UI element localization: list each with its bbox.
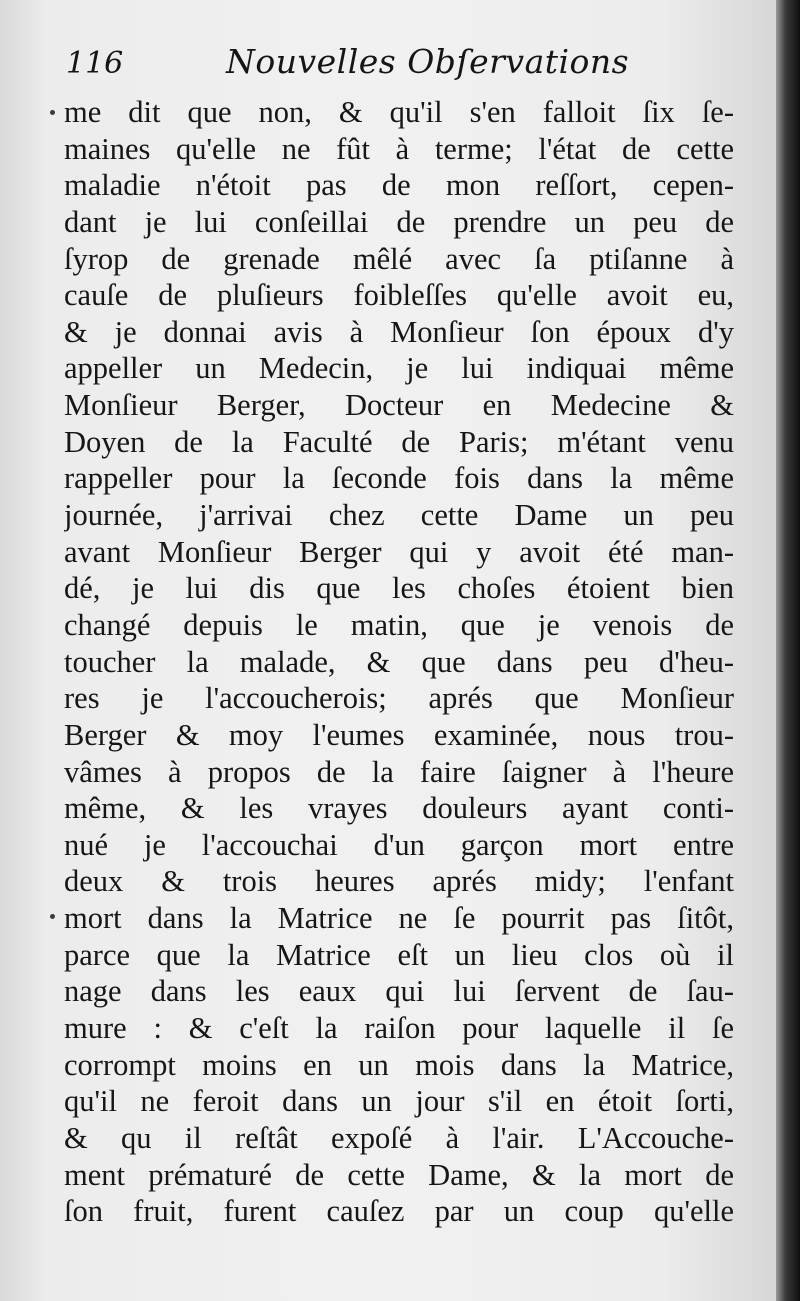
page-number: 116 [66,46,124,81]
text-line: changé depuis le matin, que je venois de [64,607,734,642]
text-line: deux & trois heures aprés midy; l'enfant [64,864,734,899]
text-line: rappeller pour la ſeconde fois dans la même [64,461,734,496]
text-line: Berger & moy l'eumes examinée, nous trou- [64,717,734,752]
text-line: ment prématuré de cette Dame, & la mort de [64,1157,734,1192]
text-line: journée, j'arrivai chez cette Dame un peu [64,498,734,533]
text-line: avant Monſieur Berger qui y avoit été man- [64,534,734,569]
text-line: dé, je lui dis que les choſes étoient bien [64,571,734,606]
running-head: Nouvelles Obſervations [226,42,630,81]
text-line: Monſieur Berger, Docteur en Medecine & [64,388,734,423]
body-text [64,94,734,1230]
text-line: & je donnai avis à Monſieur ſon époux d'y [64,314,734,349]
text-line: ſyrop de grenade mêlé avec ſa ptiſanne à [64,241,734,276]
text-line: maines qu'elle ne fût à terme; l'état de cette [64,131,734,166]
page-header [66,40,726,90]
text-line: toucher la malade, & que dans peu d'heu- [64,644,734,679]
margin-mark [50,914,55,919]
text-line: appeller un Medecin, je lui indiquai même [64,351,734,386]
text-line: vâmes à propos de la faire ſaigner à l'heure [64,754,734,789]
text-line: même, & les vrayes douleurs ayant conti- [64,791,734,826]
text-line: nué je l'accouchai d'un garçon mort entre [64,827,734,862]
margin-mark [50,110,55,115]
text-line: & qu il reſtât expoſé à l'air. L'Accouche- [64,1120,734,1155]
text-line: Doyen de la Faculté de Paris; m'étant venu [64,424,734,459]
text-line: qu'il ne feroit dans un jour s'il en étoit ſorti, [64,1084,734,1119]
text-line: ſon fruit, furent cauſez par un coup qu'elle [64,1194,734,1229]
text-line: mure : & c'eſt la raiſon pour laquelle il ſe [64,1011,734,1046]
text-line: mort dans la Matrice ne ſe pourrit pas ſitôt, [64,901,734,936]
text-line: nage dans les eaux qui lui ſervent de ſau- [64,974,734,1009]
text-line: dant je lui conſeillai de prendre un peu de [64,204,734,239]
page-edge-shadow [776,0,800,1301]
text-line: res je l'accoucherois; aprés que Monſieur [64,681,734,716]
text-line: cauſe de pluſieurs foibleſſes qu'elle avoit eu, [64,278,734,313]
text-line: maladie n'étoit pas de mon reſſort, cepen- [64,168,734,203]
text-line: parce que la Matrice eſt un lieu clos où il [64,937,734,972]
text-line: me dit que non, & qu'il s'en falloit ſix ſe- [64,95,734,129]
text-line: corrompt moins en un mois dans la Matrice, [64,1047,734,1082]
